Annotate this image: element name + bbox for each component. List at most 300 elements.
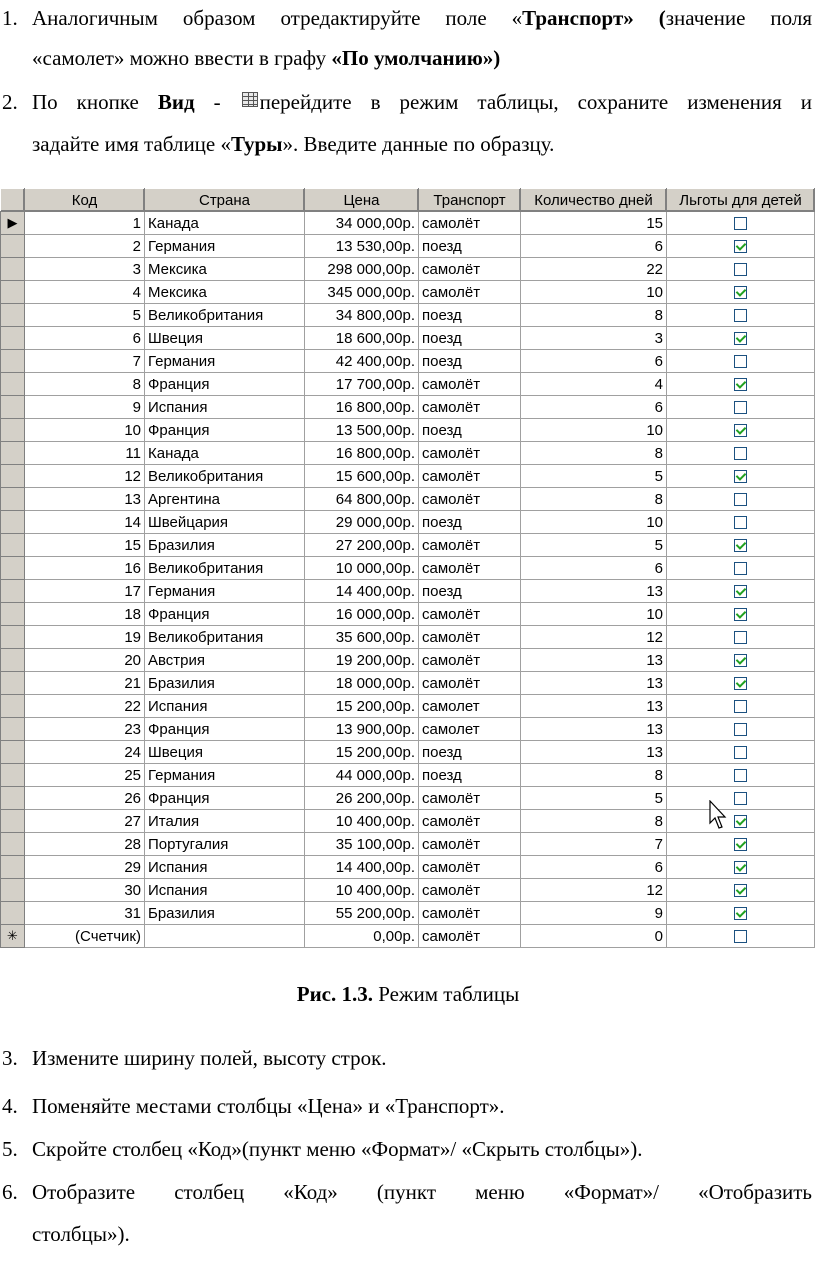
table-row[interactable]	[1, 258, 815, 281]
row-selector[interactable]	[1, 350, 25, 373]
cell-price[interactable]: 16 800,00р.	[305, 442, 419, 465]
table-row[interactable]	[1, 534, 815, 557]
cell-kids-discount[interactable]	[667, 787, 815, 810]
cell-country[interactable]: Австрия	[145, 649, 305, 672]
instruction-1-line-1: Аналогичным образом отредактируйте поле «Транспорт» (значение поля	[32, 6, 812, 30]
row-selector[interactable]	[1, 718, 25, 741]
cell-kids-discount[interactable]	[667, 350, 815, 373]
cell-transport[interactable]: самолёт	[419, 925, 521, 948]
cell-price[interactable]: 42 400,00р.	[305, 350, 419, 373]
cell-days[interactable]: 22	[521, 258, 667, 281]
cell-price[interactable]: 13 500,00р.	[305, 419, 419, 442]
checkbox-checked[interactable]	[734, 332, 747, 345]
table-row[interactable]	[1, 281, 815, 304]
cell-country[interactable]: Испания	[145, 879, 305, 902]
cell-kids-discount[interactable]	[667, 879, 815, 902]
cell-days[interactable]: 13	[521, 741, 667, 764]
cell-transport[interactable]: самолёт	[419, 281, 521, 304]
cell-kids-discount[interactable]	[667, 465, 815, 488]
column-header-price[interactable]: Цена	[305, 189, 419, 212]
cell-price[interactable]: 16 800,00р.	[305, 396, 419, 419]
row-selector[interactable]	[1, 419, 25, 442]
checkbox-unchecked[interactable]	[734, 263, 747, 276]
cell-id[interactable]: 1	[25, 212, 145, 235]
cell-transport[interactable]: самолёт	[419, 534, 521, 557]
cell-days[interactable]: 15	[521, 212, 667, 235]
cell-transport[interactable]: самолёт	[419, 856, 521, 879]
cell-kids-discount[interactable]	[667, 672, 815, 695]
cell-price[interactable]: 18 000,00р.	[305, 672, 419, 695]
cell-price[interactable]: 17 700,00р.	[305, 373, 419, 396]
row-selector[interactable]	[1, 488, 25, 511]
row-selector[interactable]	[1, 787, 25, 810]
cell-days[interactable]: 10	[521, 419, 667, 442]
checkbox-unchecked[interactable]	[734, 723, 747, 736]
column-header-kids-discount[interactable]: Льготы для детей	[667, 189, 815, 212]
cell-country[interactable]: Италия	[145, 810, 305, 833]
row-selector[interactable]	[1, 442, 25, 465]
checkbox-checked[interactable]	[734, 539, 747, 552]
cell-price[interactable]: 64 800,00р.	[305, 488, 419, 511]
cell-kids-discount[interactable]	[667, 718, 815, 741]
cell-id[interactable]: 9	[25, 396, 145, 419]
cell-transport[interactable]: самолёт	[419, 902, 521, 925]
row-selector[interactable]	[1, 695, 25, 718]
cell-days[interactable]: 12	[521, 626, 667, 649]
checkbox-unchecked[interactable]	[734, 631, 747, 644]
figure-caption: Рис. 1.3. Режим таблицы	[296, 982, 520, 1006]
cell-kids-discount[interactable]	[667, 649, 815, 672]
cell-days[interactable]: 12	[521, 879, 667, 902]
cell-id[interactable]: 28	[25, 833, 145, 856]
table-row[interactable]	[1, 810, 815, 833]
cell-price[interactable]: 14 400,00р.	[305, 580, 419, 603]
cell-price[interactable]: 35 100,00р.	[305, 833, 419, 856]
row-selector[interactable]	[1, 856, 25, 879]
table-row[interactable]	[1, 718, 815, 741]
cell-price[interactable]: 27 200,00р.	[305, 534, 419, 557]
table-row[interactable]	[1, 488, 815, 511]
cell-days[interactable]: 3	[521, 327, 667, 350]
checkbox-checked[interactable]	[734, 286, 747, 299]
cell-kids-discount[interactable]	[667, 580, 815, 603]
cell-transport[interactable]: самолёт	[419, 787, 521, 810]
cell-transport[interactable]: самолёт	[419, 879, 521, 902]
cell-days[interactable]: 13	[521, 580, 667, 603]
cell-kids-discount[interactable]	[667, 626, 815, 649]
cell-price[interactable]: 34 000,00р.	[305, 212, 419, 235]
cell-price[interactable]: 15 200,00р.	[305, 695, 419, 718]
checkbox-checked[interactable]	[734, 677, 747, 690]
cell-transport[interactable]: самолёт	[419, 465, 521, 488]
cell-days[interactable]: 6	[521, 856, 667, 879]
row-selector[interactable]	[1, 879, 25, 902]
cell-kids-discount[interactable]	[667, 327, 815, 350]
cell-transport[interactable]: поезд	[419, 764, 521, 787]
cell-transport[interactable]: поезд	[419, 327, 521, 350]
table-row[interactable]	[1, 856, 815, 879]
table-row[interactable]	[1, 396, 815, 419]
cell-price[interactable]: 16 000,00р.	[305, 603, 419, 626]
cell-country[interactable]: Мексика	[145, 281, 305, 304]
cell-days[interactable]: 13	[521, 718, 667, 741]
cell-kids-discount[interactable]	[667, 235, 815, 258]
checkbox-unchecked[interactable]	[734, 562, 747, 575]
cell-price[interactable]: 298 000,00р.	[305, 258, 419, 281]
cell-country[interactable]: Германия	[145, 580, 305, 603]
table-row[interactable]	[1, 695, 815, 718]
checkbox-unchecked[interactable]	[734, 217, 747, 230]
checkbox-unchecked[interactable]	[734, 792, 747, 805]
cell-country[interactable]: Великобритания	[145, 304, 305, 327]
cell-country[interactable]: Португалия	[145, 833, 305, 856]
row-selector[interactable]	[1, 465, 25, 488]
cell-kids-discount[interactable]	[667, 833, 815, 856]
cell-id[interactable]: 13	[25, 488, 145, 511]
cell-id[interactable]: 15	[25, 534, 145, 557]
cell-price[interactable]: 0,00р.	[305, 925, 419, 948]
cell-country[interactable]: Швеция	[145, 327, 305, 350]
cell-kids-discount[interactable]	[667, 695, 815, 718]
cell-days[interactable]: 6	[521, 557, 667, 580]
table-row[interactable]	[1, 304, 815, 327]
cell-price[interactable]: 15 600,00р.	[305, 465, 419, 488]
checkbox-checked[interactable]	[734, 585, 747, 598]
row-selector[interactable]	[1, 281, 25, 304]
row-selector[interactable]	[1, 603, 25, 626]
table-row[interactable]	[1, 626, 815, 649]
cell-days[interactable]: 4	[521, 373, 667, 396]
checkbox-checked[interactable]	[734, 424, 747, 437]
cell-kids-discount[interactable]	[667, 419, 815, 442]
cell-price[interactable]: 19 200,00р.	[305, 649, 419, 672]
table-row[interactable]	[1, 419, 815, 442]
cell-days[interactable]: 8	[521, 764, 667, 787]
cell-id[interactable]: 19	[25, 626, 145, 649]
cell-kids-discount[interactable]	[667, 396, 815, 419]
cell-transport[interactable]: самолёт	[419, 212, 521, 235]
cell-country[interactable]: Испания	[145, 695, 305, 718]
cell-price[interactable]: 29 000,00р.	[305, 511, 419, 534]
table-row[interactable]	[1, 879, 815, 902]
table-row[interactable]	[1, 925, 815, 948]
cell-id[interactable]: 30	[25, 879, 145, 902]
cell-country[interactable]: Германия	[145, 350, 305, 373]
row-selector[interactable]	[1, 902, 25, 925]
cell-country[interactable]: Швейцария	[145, 511, 305, 534]
checkbox-unchecked[interactable]	[734, 930, 747, 943]
cell-price[interactable]: 10 400,00р.	[305, 810, 419, 833]
cell-days[interactable]: 10	[521, 511, 667, 534]
table-row[interactable]	[1, 212, 815, 235]
cell-kids-discount[interactable]	[667, 925, 815, 948]
cell-country[interactable]: Франция	[145, 787, 305, 810]
row-selector[interactable]	[1, 764, 25, 787]
checkbox-checked[interactable]	[734, 861, 747, 874]
row-selector[interactable]: ✳	[1, 925, 25, 948]
cell-id[interactable]: 7	[25, 350, 145, 373]
table-row[interactable]	[1, 672, 815, 695]
cell-id[interactable]: 10	[25, 419, 145, 442]
cell-id[interactable]: 14	[25, 511, 145, 534]
cell-id[interactable]: 27	[25, 810, 145, 833]
checkbox-unchecked[interactable]	[734, 746, 747, 759]
cell-id[interactable]: 6	[25, 327, 145, 350]
column-header-transport[interactable]: Транспорт	[419, 189, 521, 212]
checkbox-checked[interactable]	[734, 240, 747, 253]
table-row[interactable]	[1, 603, 815, 626]
checkbox-checked[interactable]	[734, 470, 747, 483]
checkbox-unchecked[interactable]	[734, 700, 747, 713]
cell-days[interactable]: 10	[521, 603, 667, 626]
row-selector[interactable]	[1, 304, 25, 327]
cell-kids-discount[interactable]	[667, 304, 815, 327]
row-selector[interactable]	[1, 258, 25, 281]
table-row[interactable]	[1, 833, 815, 856]
cell-days[interactable]: 0	[521, 925, 667, 948]
row-selector[interactable]	[1, 626, 25, 649]
cell-price[interactable]: 35 600,00р.	[305, 626, 419, 649]
table-row[interactable]	[1, 902, 815, 925]
cell-country[interactable]: Германия	[145, 235, 305, 258]
cell-country[interactable]: Бразилия	[145, 672, 305, 695]
cell-id[interactable]: 29	[25, 856, 145, 879]
cell-transport[interactable]: поезд	[419, 235, 521, 258]
cell-country[interactable]: Великобритания	[145, 557, 305, 580]
cell-days[interactable]: 13	[521, 695, 667, 718]
cell-price[interactable]: 13 530,00р.	[305, 235, 419, 258]
row-selector[interactable]	[1, 235, 25, 258]
cell-days[interactable]: 5	[521, 465, 667, 488]
cell-transport[interactable]: самолёт	[419, 557, 521, 580]
cell-id[interactable]: 16	[25, 557, 145, 580]
cell-transport[interactable]: поезд	[419, 350, 521, 373]
cell-kids-discount[interactable]	[667, 603, 815, 626]
cell-id[interactable]: 31	[25, 902, 145, 925]
cell-country[interactable]: Канада	[145, 212, 305, 235]
cell-kids-discount[interactable]	[667, 741, 815, 764]
cell-id[interactable]: 17	[25, 580, 145, 603]
cell-id[interactable]: 20	[25, 649, 145, 672]
checkbox-checked[interactable]	[734, 838, 747, 851]
cell-country[interactable]: Бразилия	[145, 534, 305, 557]
cell-kids-discount[interactable]	[667, 557, 815, 580]
checkbox-checked[interactable]	[734, 907, 747, 920]
row-selector[interactable]	[1, 396, 25, 419]
cell-days[interactable]: 8	[521, 810, 667, 833]
row-selector[interactable]	[1, 741, 25, 764]
corner-selector[interactable]	[1, 189, 25, 212]
cell-transport[interactable]: самолёт	[419, 810, 521, 833]
cell-kids-discount[interactable]	[667, 281, 815, 304]
cell-price[interactable]: 34 800,00р.	[305, 304, 419, 327]
cell-id[interactable]: 3	[25, 258, 145, 281]
cell-country[interactable]: Швеция	[145, 741, 305, 764]
checkbox-checked[interactable]	[734, 654, 747, 667]
row-selector[interactable]	[1, 580, 25, 603]
cell-country[interactable]: Испания	[145, 396, 305, 419]
cell-days[interactable]: 8	[521, 442, 667, 465]
checkbox-checked[interactable]	[734, 884, 747, 897]
table-row[interactable]	[1, 235, 815, 258]
table-row[interactable]	[1, 741, 815, 764]
row-selector[interactable]	[1, 810, 25, 833]
cell-transport[interactable]: самолёт	[419, 672, 521, 695]
cell-country[interactable]: Великобритания	[145, 626, 305, 649]
cell-id[interactable]: 25	[25, 764, 145, 787]
row-selector[interactable]	[1, 833, 25, 856]
cell-kids-discount[interactable]	[667, 212, 815, 235]
cell-transport[interactable]: самолёт	[419, 442, 521, 465]
cell-price[interactable]: 14 400,00р.	[305, 856, 419, 879]
cell-transport[interactable]: поезд	[419, 419, 521, 442]
cell-days[interactable]: 8	[521, 304, 667, 327]
cell-days[interactable]: 8	[521, 488, 667, 511]
column-header-id[interactable]: Код	[25, 189, 145, 212]
cell-days[interactable]: 5	[521, 534, 667, 557]
cell-transport[interactable]: поезд	[419, 741, 521, 764]
cell-days[interactable]: 10	[521, 281, 667, 304]
table-row[interactable]	[1, 350, 815, 373]
cell-id[interactable]: 22	[25, 695, 145, 718]
cell-price[interactable]: 13 900,00р.	[305, 718, 419, 741]
checkbox-unchecked[interactable]	[734, 769, 747, 782]
cell-transport[interactable]: самолёт	[419, 833, 521, 856]
checkbox-unchecked[interactable]	[734, 516, 747, 529]
table-row[interactable]	[1, 373, 815, 396]
cell-kids-discount[interactable]	[667, 258, 815, 281]
cell-kids-discount[interactable]	[667, 856, 815, 879]
checkbox-unchecked[interactable]	[734, 401, 747, 414]
cell-transport[interactable]: самолет	[419, 695, 521, 718]
row-selector[interactable]	[1, 557, 25, 580]
cell-country[interactable]: Франция	[145, 603, 305, 626]
checkbox-checked[interactable]	[734, 815, 747, 828]
cell-country[interactable]: Бразилия	[145, 902, 305, 925]
table-row[interactable]	[1, 465, 815, 488]
row-selector[interactable]	[1, 649, 25, 672]
row-selector[interactable]	[1, 672, 25, 695]
table-row[interactable]	[1, 557, 815, 580]
instruction-2-line-1: По кнопке Вид - перейдите в режим таблицы, сохраните изменения и	[32, 90, 812, 114]
row-selector[interactable]	[1, 511, 25, 534]
cell-country[interactable]: Аргентина	[145, 488, 305, 511]
cell-days[interactable]: 6	[521, 396, 667, 419]
cell-kids-discount[interactable]	[667, 902, 815, 925]
cell-days[interactable]: 13	[521, 672, 667, 695]
table-row[interactable]	[1, 764, 815, 787]
row-selector[interactable]	[1, 373, 25, 396]
cell-days[interactable]: 6	[521, 235, 667, 258]
cell-id[interactable]: 11	[25, 442, 145, 465]
checkbox-unchecked[interactable]	[734, 447, 747, 460]
cell-transport[interactable]: поезд	[419, 511, 521, 534]
cell-id[interactable]: 8	[25, 373, 145, 396]
cell-transport[interactable]: самолёт	[419, 488, 521, 511]
cell-country[interactable]: Франция	[145, 419, 305, 442]
cell-transport[interactable]: самолёт	[419, 258, 521, 281]
checkbox-unchecked[interactable]	[734, 493, 747, 506]
cell-id[interactable]: 18	[25, 603, 145, 626]
checkbox-unchecked[interactable]	[734, 355, 747, 368]
cell-price[interactable]: 10 400,00р.	[305, 879, 419, 902]
row-selector[interactable]: ▶	[1, 212, 25, 235]
cell-country[interactable]: Франция	[145, 718, 305, 741]
cell-id[interactable]: 4	[25, 281, 145, 304]
cell-price[interactable]: 44 000,00р.	[305, 764, 419, 787]
cell-country[interactable]: Мексика	[145, 258, 305, 281]
cell-transport[interactable]: самолёт	[419, 603, 521, 626]
table-row[interactable]	[1, 511, 815, 534]
cell-transport[interactable]: самолёт	[419, 649, 521, 672]
cell-id[interactable]: 21	[25, 672, 145, 695]
column-header-country[interactable]: Страна	[145, 189, 305, 212]
cell-price[interactable]: 345 000,00р.	[305, 281, 419, 304]
cell-kids-discount[interactable]	[667, 442, 815, 465]
cell-transport[interactable]: самолёт	[419, 373, 521, 396]
table-row[interactable]	[1, 787, 815, 810]
column-header-days[interactable]: Количество дней	[521, 189, 667, 212]
cell-price[interactable]: 15 200,00р.	[305, 741, 419, 764]
cell-days[interactable]: 5	[521, 787, 667, 810]
cell-price[interactable]: 10 000,00р.	[305, 557, 419, 580]
cell-days[interactable]: 13	[521, 649, 667, 672]
cell-country[interactable]: Испания	[145, 856, 305, 879]
table-row[interactable]	[1, 442, 815, 465]
cell-kids-discount[interactable]	[667, 488, 815, 511]
cell-id[interactable]: 24	[25, 741, 145, 764]
cell-kids-discount[interactable]	[667, 810, 815, 833]
cell-price[interactable]: 26 200,00р.	[305, 787, 419, 810]
cell-transport[interactable]: поезд	[419, 580, 521, 603]
table-view-icon	[242, 92, 258, 107]
cell-id[interactable]: 2	[25, 235, 145, 258]
cell-id[interactable]: 26	[25, 787, 145, 810]
cell-country[interactable]: Германия	[145, 764, 305, 787]
row-selector[interactable]	[1, 534, 25, 557]
cell-kids-discount[interactable]	[667, 534, 815, 557]
cell-country[interactable]: Франция	[145, 373, 305, 396]
table-body	[1, 212, 815, 948]
cell-id[interactable]: 23	[25, 718, 145, 741]
cell-days[interactable]: 9	[521, 902, 667, 925]
cell-id[interactable]: (Счетчик)	[25, 925, 145, 948]
cell-id[interactable]: 12	[25, 465, 145, 488]
checkbox-unchecked[interactable]	[734, 309, 747, 322]
cell-kids-discount[interactable]	[667, 511, 815, 534]
checkbox-checked[interactable]	[734, 608, 747, 621]
cell-days[interactable]: 7	[521, 833, 667, 856]
cell-transport[interactable]: поезд	[419, 304, 521, 327]
cell-country[interactable]: Канада	[145, 442, 305, 465]
cell-transport[interactable]: самолёт	[419, 626, 521, 649]
cell-price[interactable]: 55 200,00р.	[305, 902, 419, 925]
cell-price[interactable]: 18 600,00р.	[305, 327, 419, 350]
cell-transport[interactable]: самолет	[419, 718, 521, 741]
cell-transport[interactable]: самолёт	[419, 396, 521, 419]
table-row[interactable]	[1, 327, 815, 350]
cell-id[interactable]: 5	[25, 304, 145, 327]
table-row[interactable]	[1, 580, 815, 603]
cell-kids-discount[interactable]	[667, 373, 815, 396]
cell-country[interactable]	[145, 925, 305, 948]
cell-kids-discount[interactable]	[667, 764, 815, 787]
checkbox-checked[interactable]	[734, 378, 747, 391]
cell-days[interactable]: 6	[521, 350, 667, 373]
table-row[interactable]	[1, 649, 815, 672]
cell-country[interactable]: Великобритания	[145, 465, 305, 488]
row-selector[interactable]	[1, 327, 25, 350]
